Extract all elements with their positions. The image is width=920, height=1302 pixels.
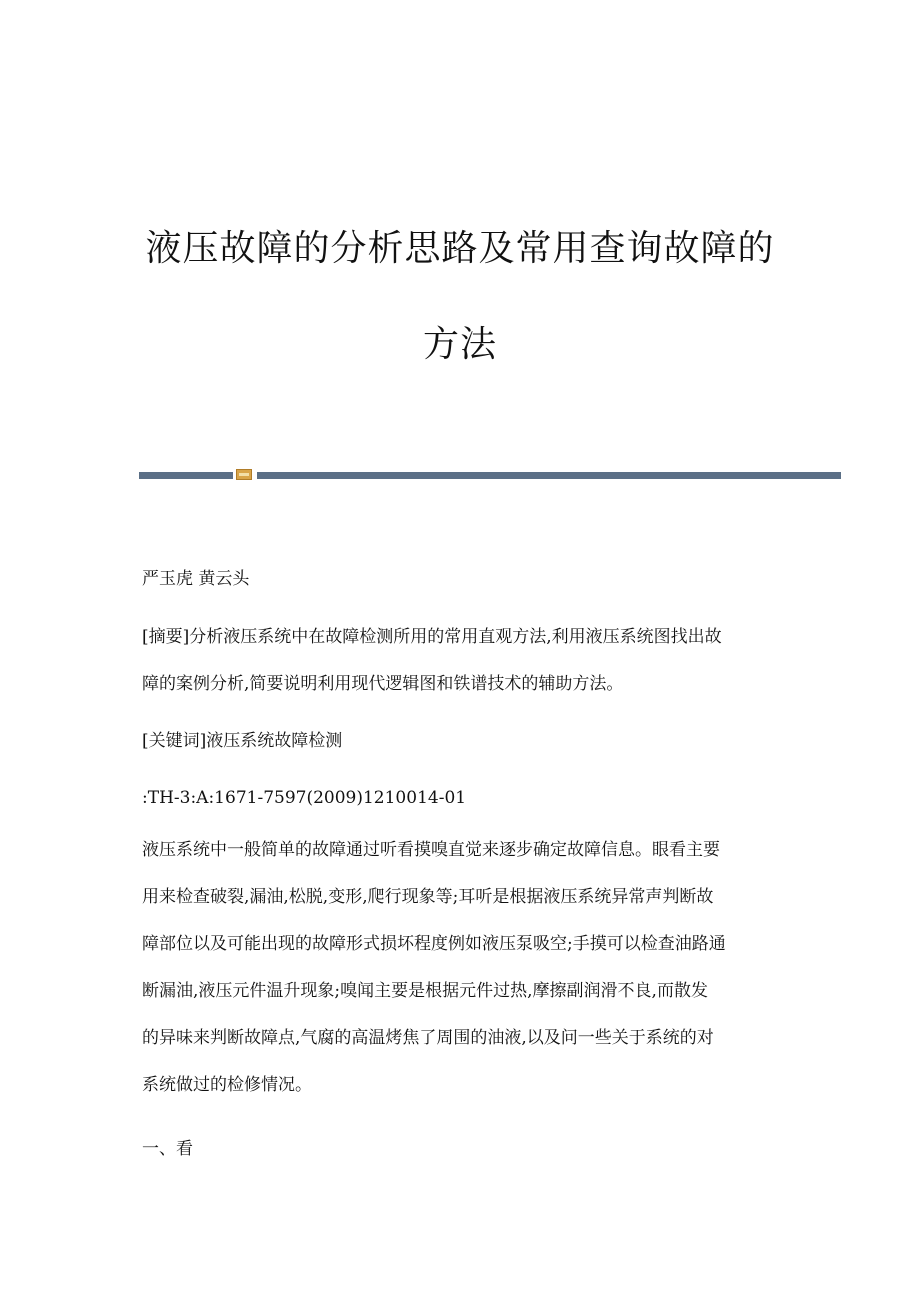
body-line: 障部位以及可能出现的故障形式损坏程度例如液压泵吸空;手摸可以检查油路通 [142, 934, 726, 954]
abstract-line: [摘要]分析液压系统中在故障检测所用的常用直观方法,利用液压系统图找出故 [142, 627, 722, 647]
body-line: 系统做过的检修情况。 [142, 1075, 312, 1095]
body-line: 用来检查破裂,漏油,松脱,变形,爬行现象等;耳听是根据液压系统异常声判断故 [142, 887, 714, 907]
section-heading: 一、看 [142, 1139, 193, 1159]
authors: 严玉虎 黄云头 [142, 569, 250, 589]
divider-ornament-icon [236, 469, 252, 480]
keywords: [关键词]液压系统故障检测 [142, 731, 343, 751]
body-paragraph [142, 827, 782, 1109]
title-divider [139, 468, 841, 482]
classification-code: :TH-3:A:1671-7597(2009)1210014-01 [142, 788, 467, 808]
document-title-line-2: 方法 [422, 324, 497, 365]
document-title-line-1: 液压故障的分析思路及常用查询故障的 [145, 228, 775, 269]
body-line: 的异味来判断故障点,气腐的高温烤焦了周围的油液,以及问一些关于系统的对 [142, 1028, 714, 1048]
abstract [142, 614, 782, 708]
abstract-line: 障的案例分析,简要说明利用现代逻辑图和铁谱技术的辅助方法。 [142, 674, 624, 694]
body-line: 断漏油,液压元件温升现象;嗅闻主要是根据元件过热,摩擦副润滑不良,而散发 [142, 981, 708, 1001]
divider-bar-right [257, 472, 841, 479]
body-line: 液压系统中一般简单的故障通过听看摸嗅直觉来逐步确定故障信息。眼看主要 [142, 840, 720, 860]
divider-bar-left [139, 472, 233, 479]
